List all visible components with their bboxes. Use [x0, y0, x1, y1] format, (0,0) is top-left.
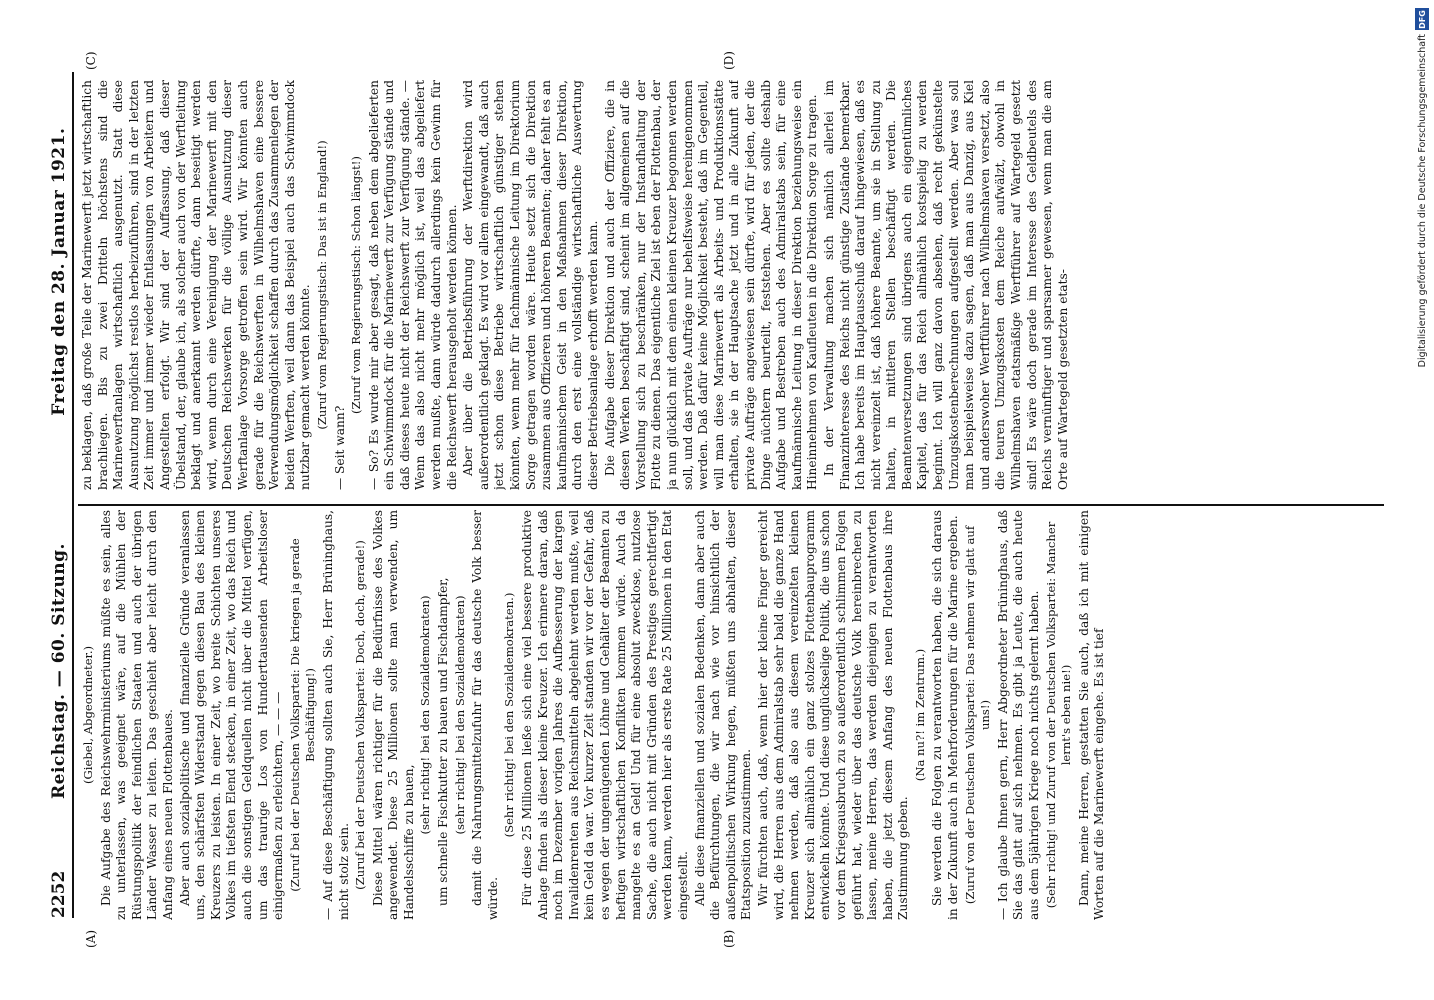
left-paragraph: (Sehr richtig! bei den Sozialdemokraten.) — [502, 592, 517, 838]
right-paragraph: Die Aufgabe dieser Direktion und auch der Offiziere, die in diesen Werken beschäftigt sind, scheint im allgemeinen auf die Vorstellung sich zu beschränken, nur der Instandhaltung der Flotte zu dienen. Das eigentliche Ziel ist eben der Flottenbau, der ja nun glücklich mit dem einen kleinen Kreuzer begonnen werden soll, und das private Aufträge nur behelfsweise hereingenommen werden. Daß dafür keine Möglichkeit besteht, daß im Gegenteil, will man diese Marinewerft als Arbeits- und Produktionsstätte erhalten, sie in der Hauptsache jetzt und in alle Zukunft auf private Aufträge angewiesen sein dürfte, wird für jeden, der die Dinge nüchtern beurteilt, feststehen. Aber es sollte deshalb Aufgabe und Bestreben auch des Admiralstabs sein, für eine kaufmännische Leitung in dieser Direktion beziehungsweise ein Hineinnehmen von Kaufleuten in die Direktion Sorge zu tragen. — [602, 80, 820, 490]
left-paragraph: Aber auch sozialpolitische und finanzielle Gründe veranlassen uns, den schärfsten Widerstand gegen diesen Bau des kleinen Kreuzers zu leisten. In einer Zeit, wo breite Schichten unseres Volkes im tiefsten Elend stecken, in einer Zeit, wo das Reich und auch die sonstigen Geldquellen nicht über die Mittel verfügen, um das traurige Los von Hunderttausenden Arbeitsloser einigermaßen zu erleichtern, — — — — [177, 510, 286, 920]
right-paragraph: — So? Es wurde mir aber gesagt, daß neben dem abgelieferten ein Schwimmdock für die Marinewerft zur Verfügung stände und daß dieses heute nicht der Reichswerft zur Verfügung stände. — Wenn das also nicht mehr möglich ist, weil das abgeliefert werden mußte, dann würde dadurch allerdings kein Gewinn für die Reichswerft herausgeholt werden können. — [366, 80, 459, 490]
left-paragraph: — Ich glaube Ihnen gern, Herr Abgeordneter Brüninghaus, daß Sie das glatt auf sich nehmen. Es gibt ja Leute, die auch heute aus dem 5jährigen Kriege noch nichts gelernt haben. — [995, 510, 1042, 920]
left-paragraph: (Na nu?! im Zentrum.) — [912, 648, 927, 782]
right-paragraph: (Zuruf vom Regierungstisch: Schon längst!) — [349, 156, 364, 414]
right-paragraph: (Zuruf vom Regierungstisch: Das ist in England!) — [314, 140, 329, 430]
left-paragraph: (sehr richtig! bei den Sozialdemokraten) — [452, 595, 467, 835]
session-title: Reichstag. — 60. Sitzung. — [49, 543, 69, 799]
right-paragraph: In der Verwaltung machen sich nämlich allerlei im Finanzinteresse des Reichs nicht günstige Zustände bemerkbar. Ich habe bereits im Hauptausschuß darauf hingewiesen, daß es nicht vereinzelt ist, daß höhere Beamte, um sie in Stellung zu halten, in mittleren Stellen beschäftigt werden. Die Beamtenversetzungen sind übrigens auch ein eigentümliches Kapitel, das für das Reich allmählich kostspielig zu werden beginnt. Ich will ganz davon absehen, daß recht gekünstelte Umzugskostenberechnungen aufgestellt werden. Aber was soll man beispielsweise dazu sagen, daß man aus Danzig, aus Kiel und anderswoher Werftführer nach Wilhelmshaven versetzt, also die teuren Umzugskosten dem Reiche aufwälzt, obwohl in Wilhelmshaven etatsmäßige Werftführer auf Wartegeld gesetzt sind! Es wäre doch gerade im Interesse des Geldbeutels des Reichs vernünftiger und sparsamer gewesen, wenn man die am Orte auf Wartegeld gesetzten etats- — [821, 80, 1070, 490]
left-paragraph: (sehr richtig! bei den Sozialdemokraten) — [418, 595, 433, 835]
margin-marker-d: (D) — [722, 51, 736, 70]
session-date: Freitag den 28. Januar 1921. — [49, 127, 69, 416]
left-paragraph: Dann, meine Herren, gestatten Sie auch, daß ich mit einigen Worten auf die Marinewerft eingehe. Es ist tief — [1076, 510, 1107, 920]
right-column — [80, 80, 1380, 490]
page-number: 2252 — [49, 870, 69, 918]
dfg-logo-icon: DFG — [1415, 8, 1429, 30]
page-header — [46, 72, 74, 918]
left-paragraph: (Giebel, Abgeordneter.) — [81, 645, 95, 785]
margin-marker-a: (A) — [84, 929, 98, 948]
left-paragraph: Alle diese finanziellen und sozialen Bedenken, dann aber auch die Befürchtungen, die wir nach wie vor hinsichtlich der außenpolitischen Wirkung hegen, müßten uns abhalten, dieser Etatsposition zuzustimmen. — [692, 510, 754, 920]
left-paragraph: damit die Nahrungsmittelzufuhr für das deutsche Volk besser würde. — [470, 510, 500, 920]
left-paragraph: Diese Mittel wären richtiger für die Bedürfnisse des Volkes angewendet. Diese 25 Millionen sollte man verwenden, um Handelsschiffe zu bauen, — [370, 510, 416, 920]
digitization-credit: Digitalisierung gefördert durch die Deutsche Forschungsgemeinschaft — [1416, 34, 1428, 368]
right-paragraph: zu beklagen, daß große Teile der Marinewerft jetzt wirtschaftlich brachliegen. Bis zu zwei Dritteln höchstens sind die Marinewerftanlagen wirtschaftlich ausgenutzt. Statt diese Ausnutzung möglichst restlos herbeizuführen, sind in der letzten Zeit immer und immer wieder Entlassungen von Arbeitern und Angestellten erfolgt. Wir sind der Auffassung, daß dieser Übelstand, der, glaube ich, als solcher auch von der Werftleitung beklagt und anerkannt werden dürfte, dann beseitigt werden wird, wenn durch eine Vereinigung der Marinewerft mit den Deutschen Reichswerken für die völlige Ausnutzung dieser Werftanlage Vorsorge getroffen sein wird. Wir könnten auch gerade für die Reichswerften in Wilhelmshaven eine bessere Verwendungsmöglichkeit schaffen durch das Zusammenlegen der beiden Werften, weil dann das Beispiel auch das Schwimmdock nutzbar gemacht werden könnte. — [80, 80, 313, 490]
digitization-sidebar — [1412, 8, 1432, 992]
margin-marker-c: (C) — [84, 51, 98, 70]
column-divider — [78, 504, 1384, 506]
left-paragraph: (Zuruf bei der Deutschen Volkspartei: Doch, doch, gerade!) — [353, 540, 368, 890]
left-column — [80, 510, 1380, 920]
left-paragraph: Wir fürchten auch, daß, wenn hier der kleine Finger gereicht wird, die Herren aus dem Admiralstab sehr bald die ganze Hand nehmen werden, daß also aus diesem vereinzelten kleinen Kreuzer sich allmählich ein ganz stolzes Flottenbauprogramm entwickeln könnte. Und diese unglückselige Politik, die uns schon vor dem Kriegsausbruch zu so außerordentlich schlimmen Folgen geführt hat, wieder über das deutsche Volk hereinbrechen zu lassen, meine Herren, das werden diejenigen zu verantworten haben, die jetzt diesem Anfang des neuen Flottenbaus ihre Zustimmung geben. — [755, 510, 911, 920]
left-paragraph: Die Aufgabe des Reichswehrministeriums müßte es sein, alles zu unterlassen, was geeignet wäre, auf die Mühlen der Rüstungspolitik der feindlichen Staaten und auch der übrigen Länder Wasser zu leiten. Das geschieht aber leicht durch den Anfang eines neuen Flottenbaues. — [98, 510, 175, 920]
left-paragraph: Für diese 25 Millionen ließe sich eine viel bessere produktive Anlage finden als dieser kleine Kreuzer. Ich erinnere daran, daß noch im Dezember vorigen Jahres die Aufbesserung der kargen Invalidenrenten aus Reichsmitteln abgelehnt werden mußte, weil kein Geld da war. Vor kurzer Zeit standen wir vor der Gefahr, daß es wegen der ungenügenden Löhne und Gehälter der Beamten zu heftigen wirtschaftlichen Konflikten kommen würde. Auch da mangelte es an Geld! Und für eine absolut zwecklose, nutzlose Sache, die auch nicht mit Gründen des Prestiges gerechtfertigt werden kann, werden hier als erste Rate 25 Millionen in den Etat eingestellt. — [520, 510, 690, 920]
right-paragraph: — Seit wann? — [332, 405, 347, 490]
left-paragraph: Sie werden die Folgen zu verantworten haben, die sich daraus in der Zukunft auch in Mehrforderungen für die Marine ergeben. — [930, 510, 961, 920]
left-paragraph: (Sehr richtig! und Zuruf von der Deutschen Volkspartei: Mancher lernt's eben nie!) — [1043, 521, 1074, 909]
margin-marker-b: (B) — [722, 929, 736, 948]
left-paragraph: (Zuruf von der Deutschen Volkspartei: Das nehmen wir glatt auf uns!) — [962, 525, 993, 905]
left-paragraph: um schnelle Fischkutter zu bauen und Fischdampfer, — [436, 577, 451, 906]
right-paragraph: Aber über die Betriebsführung der Werftdirektion wird außerordentlich geklagt. Es wird vor allem eingewandt, daß auch jetzt schon diese Betriebe wirtschaftlich günstiger stehen könnten, wenn mehr für fachmännische Leitung im Direktorium Sorge getragen worden wäre. Heute setzt sich die Direktion zusammen aus Offizieren und höheren Beamten; daher fehlt es an kaufmännischem Geist in den Maßnahmen dieser Direktion, durch den erst eine vollständige wirtschaftliche Auswertung dieser Betriebsanlage erhofft werden kann. — [461, 80, 600, 490]
left-paragraph: (Zuruf bei der Deutschen Volkspartei: Die kriegen ja gerade Beschäftigung!) — [287, 538, 318, 892]
left-paragraph: — Auf diese Beschäftigung sollten auch Sie, Herr Brüninghaus, nicht stolz sein. — [320, 510, 351, 920]
